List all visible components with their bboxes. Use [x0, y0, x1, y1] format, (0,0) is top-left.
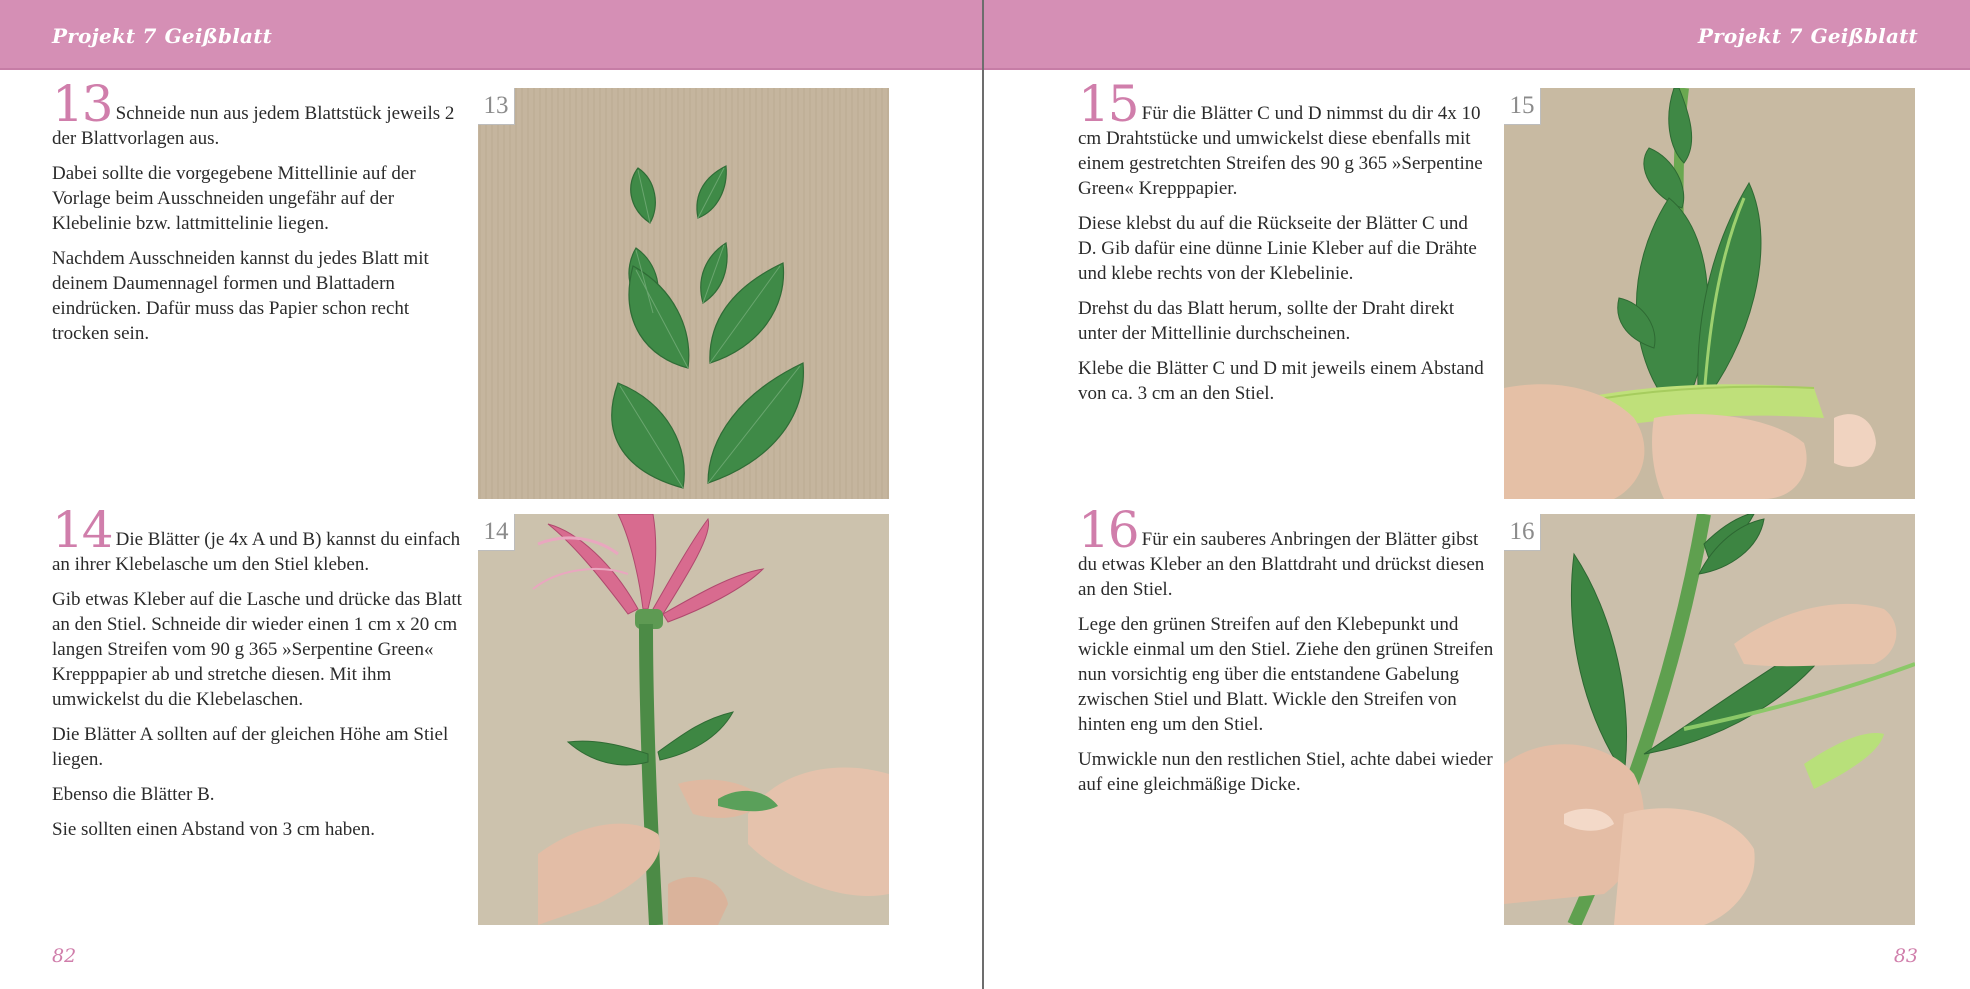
step-number: 13	[52, 75, 112, 133]
step-paragraph: Diese klebst du auf die Rückseite der Blätter C und D. Gib dafür eine dünne Linie Kleber auf die Drähte und klebe rechts von der Klebelinie.	[1078, 213, 1477, 284]
photo-number-label: 15	[1504, 88, 1541, 125]
photo-number-label: 16	[1504, 514, 1541, 551]
step-intro: Für ein sauberes Anbringen der Blätter gibst du etwas Kleber an den Blattdraht und drückst diesen an den Stiel.	[1078, 529, 1485, 600]
step-paragraph: Die Blätter A sollten auf der gleichen Höhe am Stiel liegen.	[52, 724, 449, 770]
page-number-right: 83	[1893, 945, 1918, 967]
step-15-text	[1078, 75, 1490, 416]
step-intro: Für die Blätter C und D nimmst du dir 4x 10 cm Drahtstücke und umwickelst diese ebenfalls mit einem gestretchten Streifen des 90 g 365 »Serpentine Green« Krepppapier.	[1078, 103, 1483, 199]
step-paragraph: Nachdem Ausschneiden kannst du jedes Blatt mit deinem Daumennagel formen und Blattadern eindrücken. Dafür muss das Papier schon recht trocken sein.	[52, 248, 429, 344]
project-label: Projekt 7	[52, 24, 157, 48]
photo-number-label: 13	[478, 88, 515, 125]
step-13-photo	[478, 88, 889, 499]
step-paragraph: Dabei sollte die vorgegebene Mittellinie auf der Vorlage beim Ausschneiden ungefähr auf der Klebelinie bzw. lattmittelinie liegen.	[52, 163, 416, 234]
step-paragraph: Klebe die Blätter C und D mit jeweils einem Abstand von ca. 3 cm an den Stiel.	[1078, 358, 1484, 404]
step-paragraph: Ebenso die Blätter B.	[52, 784, 215, 805]
step-paragraph: Umwickle nun den restlichen Stiel, achte dabei wieder auf eine gleichmäßige Dicke.	[1078, 749, 1493, 795]
project-label: Projekt 7	[1697, 24, 1803, 48]
page-header-left	[0, 0, 982, 70]
photo-number-label: 14	[478, 514, 515, 551]
wrapping-stem-image	[1504, 514, 1915, 925]
step-13-text	[52, 75, 464, 356]
project-title: Geißblatt	[164, 24, 273, 48]
step-intro: Schneide nun aus jedem Blattstück jeweils 2 der Blattvorlagen aus.	[52, 103, 455, 149]
running-title-left	[52, 24, 272, 48]
page-header-right	[984, 0, 1970, 70]
flower-stem-image	[478, 514, 889, 925]
step-paragraph: Gib etwas Kleber auf die Lasche und drücke das Blatt an den Stiel. Schneide dir wieder einen 1 cm x 20 cm langen Streifen vom 90 g 365 »Serpentine Green« Krepppapier ab und stretche diesen. Mit ihm umwickelst du die Klebelaschen.	[52, 589, 462, 710]
left-page	[0, 0, 982, 989]
step-number: 14	[52, 501, 112, 559]
step-paragraph: Sie sollten einen Abstand von 3 cm haben.	[52, 819, 375, 840]
running-title-right	[1698, 24, 1918, 48]
project-title: Geißblatt	[1810, 24, 1918, 48]
step-paragraph: Drehst du das Blatt herum, sollte der Draht direkt unter der Mittellinie durchscheinen.	[1078, 298, 1455, 344]
step-15-photo	[1504, 88, 1915, 499]
step-16-text	[1078, 501, 1496, 807]
step-number: 16	[1078, 501, 1138, 559]
step-intro: Die Blätter (je 4x A und B) kannst du einfach an ihrer Klebelasche um den Stiel kleben.	[52, 529, 461, 575]
step-14-photo	[478, 514, 889, 925]
paper-leaves-image	[478, 88, 889, 499]
right-page	[984, 0, 1970, 989]
step-14-text	[52, 501, 468, 852]
page-number-left: 82	[52, 945, 77, 967]
leaf-with-wire-image	[1504, 88, 1915, 499]
step-16-photo	[1504, 514, 1915, 925]
step-paragraph: Lege den grünen Streifen auf den Klebepunkt und wickle einmal um den Stiel. Ziehe den grünen Streifen nun vorsichtig eng über die entstandene Gabelung zwischen Stiel und Blatt. Wickle den Streifen von hinten eng um den Stiel.	[1078, 614, 1494, 735]
step-number: 15	[1078, 75, 1138, 133]
